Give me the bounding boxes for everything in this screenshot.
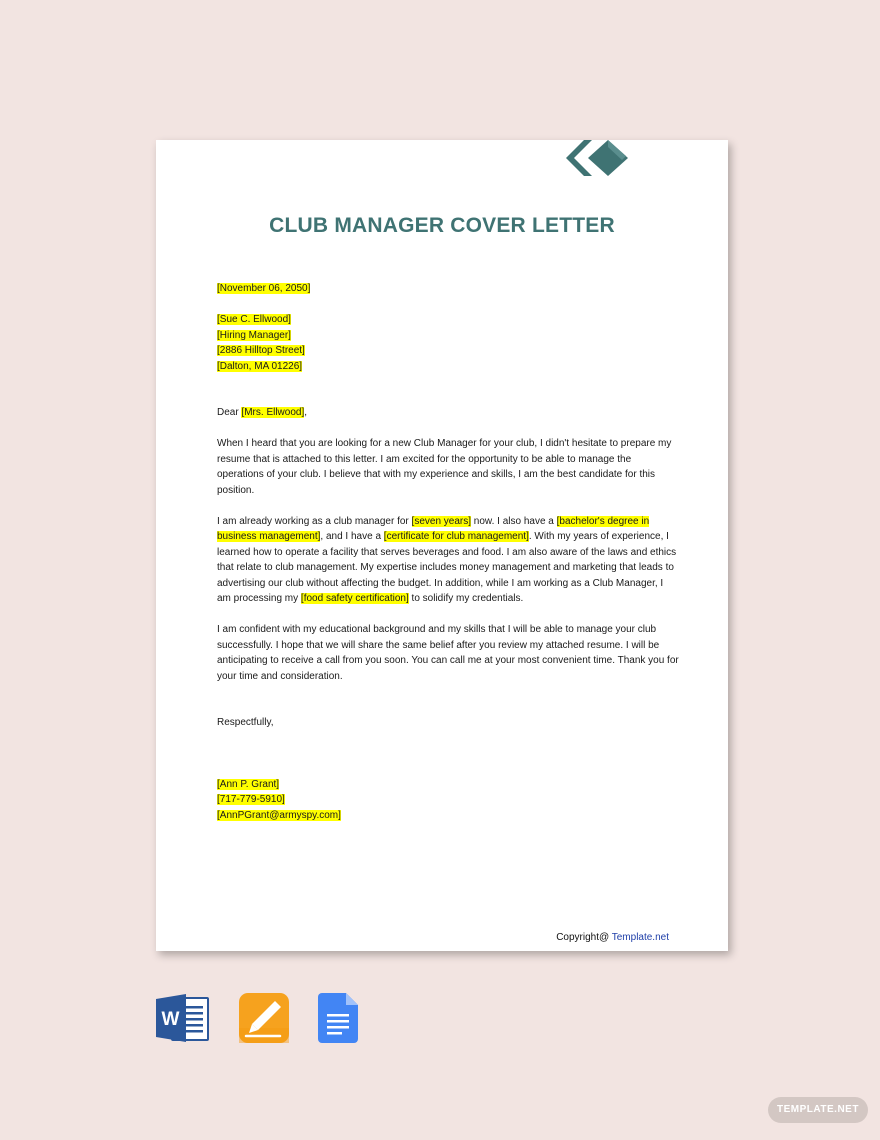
paragraph-2 xyxy=(217,514,679,607)
certificate-placeholder: [certificate for club management] xyxy=(383,531,529,542)
paragraph-2-text-2: now. I also have a xyxy=(471,515,557,527)
recipient-street: [2886 Hilltop Street] xyxy=(217,345,305,356)
recipient-name-line xyxy=(217,312,679,328)
greeting xyxy=(217,405,679,421)
pages-icon[interactable] xyxy=(238,992,290,1044)
template-logo-icon xyxy=(562,140,642,178)
google-docs-icon[interactable] xyxy=(318,992,360,1044)
sender-phone-line xyxy=(217,792,679,808)
paragraph-2-text-3: , and I have a xyxy=(320,531,384,542)
paragraph-3: I am confident with my educational background and my skills that I will be able to manage your club successfully. I hope that we will share the same belief after you review my attached resume. I will be anticipating to receive a call from you soon. You can call me at your most convenient time. Thank you for your time and consideration. xyxy=(217,624,679,682)
copyright-label: Copyright@ xyxy=(556,932,612,943)
svg-text:W: W xyxy=(161,1009,180,1030)
letter-body xyxy=(217,281,679,823)
word-icon[interactable] xyxy=(156,992,210,1044)
recipient-position: [Hiring Manager] xyxy=(217,329,291,341)
paragraph-1: When I heard that you are looking for a new Club Manager for your club, I didn't hesitate to prepare my resume that is attached to this letter. I am excited for the opportunity to be able to manage the operations of your club. I believe that with my experience and skills, I am the best candidate for this position. xyxy=(217,438,672,496)
sender-email: [AnnPGrant@armyspy.com] xyxy=(217,809,341,821)
page-title: CLUB MANAGER COVER LETTER xyxy=(269,214,615,237)
sender-name: [Ann P. Grant] xyxy=(217,778,280,790)
document-page xyxy=(156,140,728,951)
years-placeholder: [seven years] xyxy=(411,515,472,527)
date: [November 06, 2050] xyxy=(217,283,311,294)
recipient-position-line xyxy=(217,328,679,344)
greeting-name: [Mrs. Ellwood] xyxy=(241,407,305,418)
sender-email-line xyxy=(217,808,679,824)
degree-placeholder: [bachelor's degree in business management] xyxy=(217,515,650,542)
date-line xyxy=(217,281,679,297)
paragraph-2-text-1: I am already working as a club manager for xyxy=(217,515,412,527)
paragraph-2-text-5: to solidify my credentials. xyxy=(408,593,524,604)
recipient-name: [Sue C. Ellwood] xyxy=(217,314,291,325)
closing: Respectfully, xyxy=(217,717,274,728)
greeting-suffix: , xyxy=(304,407,308,418)
recipient-street-line xyxy=(217,343,679,359)
certification-placeholder: [food safety certification] xyxy=(300,593,409,604)
sender-name-line xyxy=(217,777,679,793)
copyright xyxy=(556,932,669,943)
greeting-prefix: Dear xyxy=(217,407,242,418)
recipient-city-line xyxy=(217,359,679,375)
copyright-link[interactable]: Template.net xyxy=(611,932,669,943)
paragraph-2-text-4: . With my years of experience, I learned how to operate a facility that serves beverages and food. I am also aware of the laws and ethics that relate to club management. My expertise includes money management and marketing that leads to advertising our club without affecting the budget. In addition, while I am working as a Club Manager, I am processing my xyxy=(217,531,677,604)
recipient-city: [Dalton, MA 01226] xyxy=(217,360,303,372)
watermark-badge[interactable]: TEMPLATE.NET xyxy=(768,1097,868,1123)
sender-phone: [717-779-5910] xyxy=(217,794,285,805)
